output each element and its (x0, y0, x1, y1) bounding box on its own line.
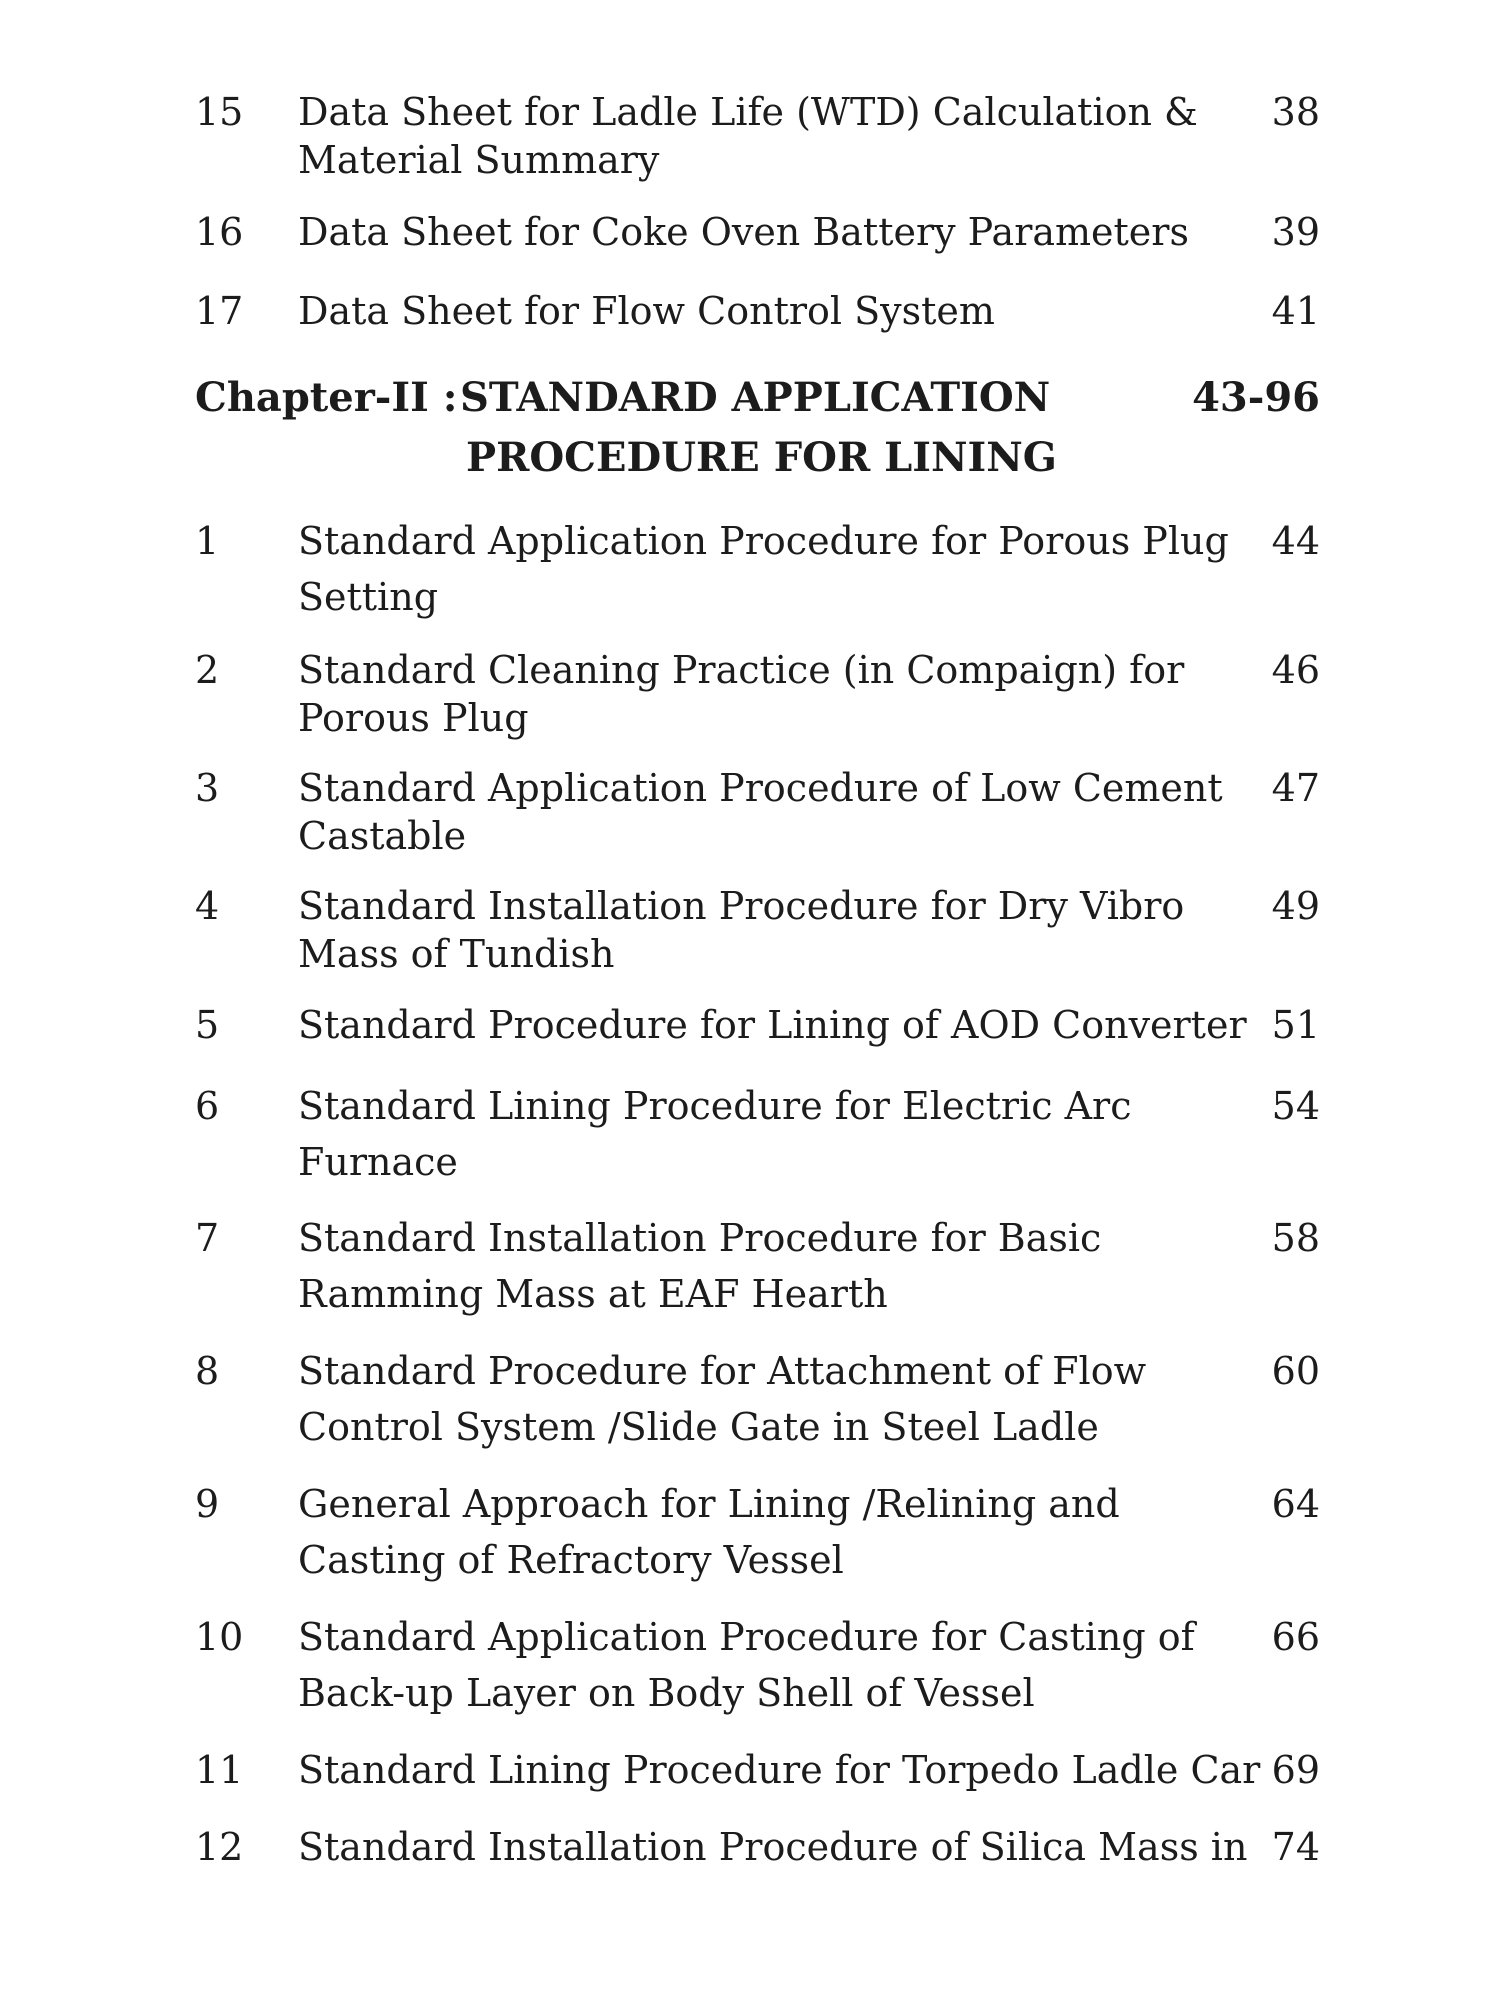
entry-title-line: Data Sheet for Ladle Life (WTD) Calculation & (298, 90, 1198, 134)
entry-title-line: General Approach for Lining /Relining and (298, 1482, 1120, 1526)
entry-title-line: Standard Application Procedure for Casting of (298, 1615, 1195, 1659)
entry-title-line: Standard Installation Procedure for Basic (298, 1216, 1102, 1260)
entry-title-line: Casting of Refractory Vessel (298, 1538, 844, 1582)
entry-number: 6 (195, 1084, 220, 1128)
entry-title-line: Control System /Slide Gate in Steel Ladle (298, 1405, 1099, 1449)
entry-page: 60 (1271, 1349, 1320, 1393)
entry-title-line: Data Sheet for Flow Control System (298, 289, 995, 333)
entry-title (298, 1476, 1178, 1588)
entry-page: 47 (1271, 766, 1320, 810)
entry-number: 9 (195, 1482, 220, 1526)
entry-title-line: Porous Plug (298, 696, 529, 740)
entry-title (298, 88, 1198, 184)
entry-page: 41 (1271, 289, 1320, 333)
entry-title-line: Standard Application Procedure of Low Cement (298, 766, 1223, 810)
entry-title-line: Standard Procedure for Lining of AOD Converter (298, 1003, 1247, 1047)
entry-title (298, 646, 1185, 742)
entry-title (298, 513, 1229, 625)
entry-number: 8 (195, 1349, 220, 1393)
entry-title (298, 1078, 1178, 1190)
entry-number: 12 (195, 1825, 244, 1869)
entry-title (298, 208, 1189, 256)
entry-number: 5 (195, 1003, 220, 1047)
chapter-title-line: STANDARD APPLICATION (460, 374, 1051, 421)
entry-title (298, 1001, 1247, 1049)
entry-page: 38 (1271, 90, 1320, 134)
entry-title-line: Material Summary (298, 138, 660, 182)
entry-number: 17 (195, 289, 244, 333)
entry-title-line: Standard Application Procedure for Porous Plug (298, 519, 1229, 563)
entry-page: 51 (1271, 1003, 1320, 1047)
entry-number: 2 (195, 648, 220, 692)
entry-title (298, 882, 1185, 978)
chapter-title (460, 368, 1057, 488)
entry-title (298, 1210, 1178, 1322)
entry-page: 49 (1271, 884, 1320, 928)
entry-title (298, 1823, 1248, 1871)
entry-title-line: Standard Cleaning Practice (in Compaign) for (298, 648, 1185, 692)
entry-title-line: Standard Installation Procedure of Silica Mass in (298, 1825, 1248, 1869)
entry-title (298, 1746, 1261, 1794)
chapter-label: Chapter-II : (195, 374, 458, 421)
entry-page: 44 (1271, 519, 1320, 563)
entry-title-line: Data Sheet for Coke Oven Battery Parameters (298, 210, 1189, 254)
entry-title-line: Standard Lining Procedure for Electric Arc (298, 1084, 1132, 1128)
entry-number: 11 (195, 1748, 244, 1792)
entry-page: 39 (1271, 210, 1320, 254)
chapter-page-range: 43-96 (1192, 374, 1320, 421)
entry-number: 10 (195, 1615, 244, 1659)
entry-title-line: Setting (298, 575, 439, 619)
entry-page: 46 (1271, 648, 1320, 692)
entry-title (298, 1609, 1195, 1721)
entry-page: 54 (1271, 1084, 1320, 1128)
entry-title-line: Standard Installation Procedure for Dry Vibro (298, 884, 1185, 928)
entry-number: 15 (195, 90, 244, 134)
entry-title-line: Mass of Tundish (298, 932, 615, 976)
entry-title-line: Ramming Mass at EAF Hearth (298, 1272, 888, 1316)
entry-title (298, 287, 1178, 335)
entry-page: 58 (1271, 1216, 1320, 1260)
entry-title (298, 764, 1223, 860)
entry-number: 3 (195, 766, 220, 810)
entry-number: 4 (195, 884, 220, 928)
entry-title-line: Standard Lining Procedure for Torpedo Ladle Car (298, 1748, 1261, 1792)
entry-title-line: Furnace (298, 1140, 458, 1184)
entry-title-line: Standard Procedure for Attachment of Flow (298, 1349, 1147, 1393)
entry-page: 64 (1271, 1482, 1320, 1526)
entry-page: 69 (1271, 1748, 1320, 1792)
entry-page: 74 (1271, 1825, 1320, 1869)
entry-page: 66 (1271, 1615, 1320, 1659)
entry-title-line: Castable (298, 814, 467, 858)
entry-title (298, 1343, 1178, 1455)
entry-number: 1 (195, 519, 220, 563)
chapter-title-line: PROCEDURE FOR LINING (466, 434, 1057, 481)
entry-number: 7 (195, 1216, 220, 1260)
entry-number: 16 (195, 210, 244, 254)
entry-title-line: Back-up Layer on Body Shell of Vessel (298, 1671, 1035, 1715)
